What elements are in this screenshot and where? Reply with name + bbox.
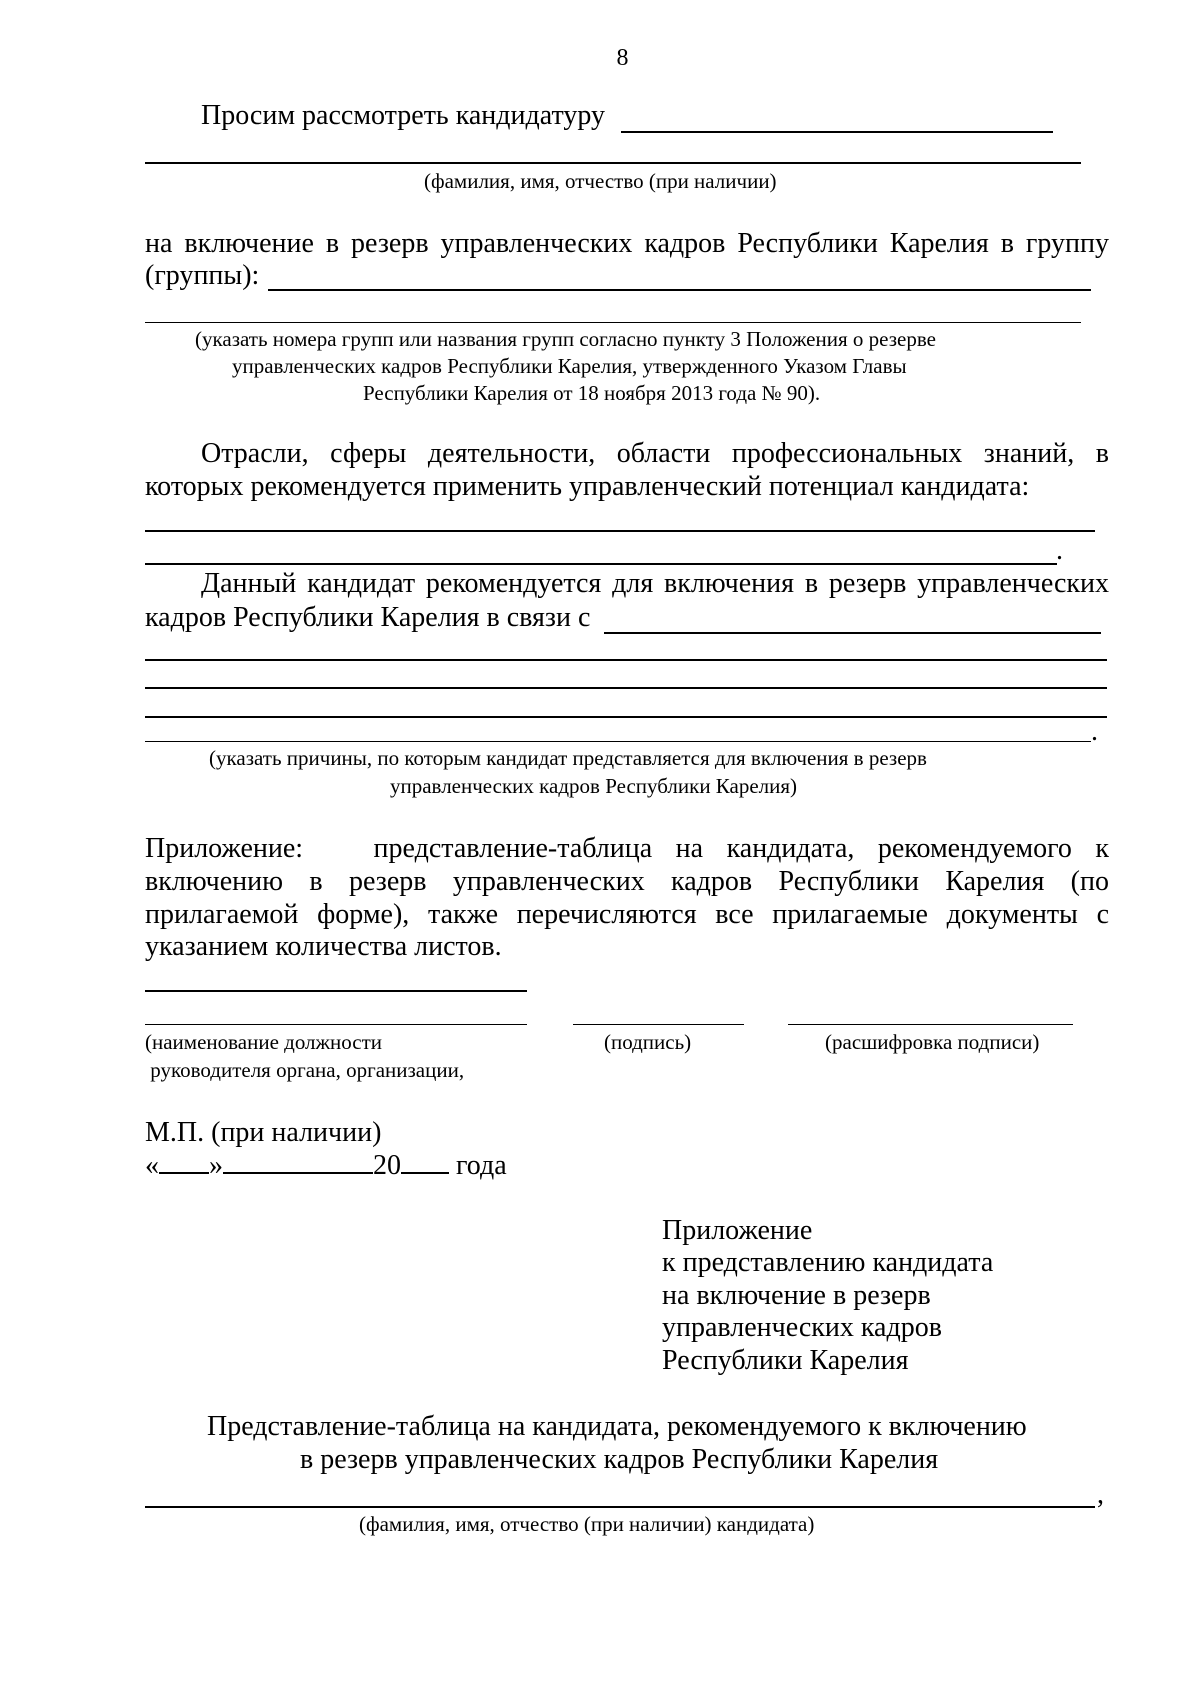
month-blank (223, 1150, 373, 1174)
attachment-line2: включению в резерв управленческих кадров Республики Карелия (по (145, 866, 1109, 897)
groups-blank (268, 289, 1091, 291)
date-open-quote: « (145, 1150, 159, 1181)
sectors-blank-line2 (145, 563, 1057, 565)
reasons-line1: Данный кандидат рекомендуется для включения в резерв управленческих (201, 568, 1109, 599)
candidacy-name-caption: (фамилия, имя, отчество (при наличии) (424, 169, 777, 193)
reasons-blank-line5 (145, 741, 1091, 742)
decoding-blank (788, 1024, 1073, 1025)
year-blank (401, 1150, 449, 1174)
sectors-blank-line1 (145, 530, 1095, 532)
reasons-caption-line2: управленческих кадров Республики Карелия) (390, 774, 798, 798)
table-title-line1: Представление-таблица на кандидата, рекомендуемого к включению (207, 1411, 1027, 1442)
signature-blank (573, 1024, 744, 1025)
candidacy-request-text: Просим рассмотреть кандидатуру (201, 100, 605, 131)
appendix-header-line3: на включение в резерв (662, 1280, 931, 1311)
appendix-header-line1: Приложение (662, 1215, 813, 1246)
candidacy-name-blank (621, 131, 1053, 133)
position-caption-line1: (наименование должности (145, 1030, 383, 1054)
stamp-text: М.П. (при наличии) (145, 1117, 382, 1148)
reasons-blank-line2 (145, 659, 1107, 661)
appendix-header-line4: управленческих кадров (662, 1312, 942, 1343)
reasons-end-mark: . (1091, 716, 1098, 747)
sectors-end-mark: . (1056, 535, 1063, 566)
date-close-quote: » (209, 1150, 223, 1181)
day-blank (159, 1150, 209, 1174)
appendix-header-line2: к представлению кандидата (662, 1247, 994, 1278)
appendix-header-line5: Республики Карелия (662, 1345, 909, 1376)
sectors-line2: которых рекомендуется применить управленческий потенциал кандидата: (145, 471, 1030, 502)
sectors-line1: Отрасли, сферы деятельности, области профессиональных знаний, в (201, 438, 1109, 469)
groups-line2: (группы): (145, 260, 260, 291)
groups-line1: на включение в резерв управленческих кадров Республики Карелия в группу (145, 228, 1109, 259)
candidate-name-caption: (фамилия, имя, отчество (при наличии) кандидата) (359, 1512, 815, 1536)
attachment-line3: прилагаемой форме), также перечисляются все прилагаемые документы с (145, 899, 1109, 930)
candidate-name-blank (145, 1506, 1095, 1508)
attachment-line4: указанием количества листов. (145, 931, 502, 962)
candidacy-name-blank-line2 (145, 162, 1081, 164)
groups-blank-line2 (145, 322, 1081, 323)
year-suffix: года (449, 1150, 507, 1181)
signature-caption: (подпись) (604, 1030, 692, 1054)
year-prefix: 20 (373, 1150, 401, 1181)
table-title-line2: в резерв управленческих кадров Республики Карелия (300, 1444, 939, 1475)
reasons-blank (604, 632, 1101, 634)
page-number: 8 (616, 45, 629, 71)
reasons-blank-line3 (145, 687, 1107, 689)
position-blank-line2 (145, 1024, 527, 1025)
reasons-blank-line4 (145, 716, 1107, 718)
groups-caption-line1: (указать номера групп или названия групп согласно пункту 3 Положения о резерве (195, 327, 936, 351)
decoding-caption: (расшифровка подписи) (825, 1030, 1040, 1054)
table-title-end-mark: , (1097, 1479, 1104, 1510)
position-caption-line2: руководителя органа, организации, (145, 1058, 465, 1082)
reasons-caption-line1: (указать причины, по которым кандидат представляется для включения в резерв (209, 746, 927, 770)
position-blank-line1 (145, 990, 527, 992)
reasons-line2: кадров Республики Карелия в связи с (145, 602, 591, 633)
groups-caption-line3: Республики Карелия от 18 ноября 2013 года № 90). (363, 381, 821, 405)
date-line (145, 1150, 507, 1182)
attachment-line1: Приложение: представление-таблица на кандидата, рекомендуемого к (145, 833, 1109, 864)
groups-caption-line2: управленческих кадров Республики Карелия, утвержденного Указом Главы (232, 354, 907, 378)
